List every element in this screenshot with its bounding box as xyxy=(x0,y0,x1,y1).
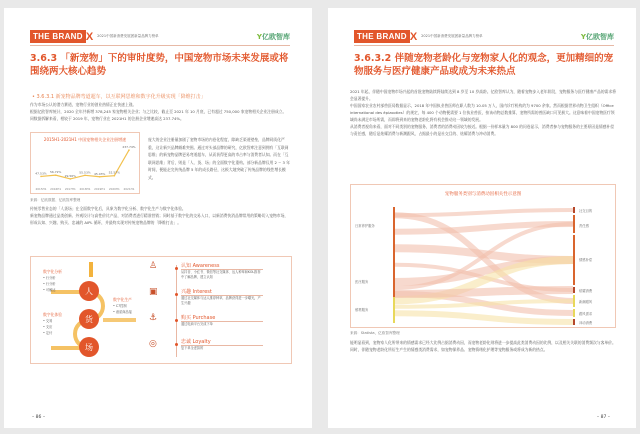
page-header xyxy=(30,28,290,46)
source-note: 来源：亿欧数据、亿欧智库整理 xyxy=(30,198,81,202)
page-header xyxy=(354,28,614,46)
header-subtitle: 2021中国新消费发展团新量品牌力榜单 xyxy=(421,34,483,38)
left-node-label: 医疗服务 xyxy=(355,280,369,284)
sankey-title: 宠物服务类别与消费动因相关性示意图 xyxy=(444,192,522,197)
sankey-node-right xyxy=(573,309,575,317)
sankey-node-right xyxy=(573,235,575,285)
step-title: 购买 Purchase xyxy=(181,314,263,322)
sankey-node-right xyxy=(573,207,575,213)
sankey-diagram xyxy=(350,184,616,328)
x-tick-label: 2020H1 xyxy=(108,187,120,191)
line-chart xyxy=(30,132,140,194)
data-point xyxy=(99,176,101,178)
place-circle: 场 xyxy=(79,337,99,357)
data-point xyxy=(70,178,72,180)
paragraph: 能明显看到，宠物家人化所带来的情感需求已经大比例占据消费动因，而宠物老龄化则将进一步提高此类消费动因的比例，以及相关关联的消费频次与客单价。同时，伴随宠物老龄化所衍生产生的情感类消费需求，如宠物保养品、宠物情绪化护理等宠物服务或将成为新的热点。 xyxy=(350,340,616,352)
x-tick-label: 2019H1 xyxy=(94,187,106,191)
sankey-node-right xyxy=(573,215,575,233)
step-desc: 通过电商平台完成下单 xyxy=(181,322,213,326)
sankey-node-left xyxy=(393,273,395,297)
section-title: 3.6.3 「新宠物」下的审时度势，中国宠物市场未来发展或将围绕两大核心趋势 xyxy=(30,53,289,77)
sankey-node-right xyxy=(573,295,575,307)
left-node-label: 殡葬服务 xyxy=(355,308,369,312)
chart-title: 2015H1-2021H1 中国宠物相关企业注册增速 xyxy=(43,137,127,142)
sankey-link xyxy=(395,210,573,215)
step-title: 兴趣 Interest xyxy=(181,288,263,296)
right-page xyxy=(328,8,636,428)
x-tick-label: 2016H1 xyxy=(50,187,62,191)
people-circle: 人 xyxy=(79,281,99,301)
step-desc: 通过社交媒体与达人推荐种草，品牌获得进一步曝光，产生兴趣 xyxy=(181,296,261,305)
data-point xyxy=(114,175,116,177)
right-node-label: 责任感 xyxy=(579,224,589,228)
anchor-icon: ⚓ xyxy=(149,313,158,323)
right-node-label: 炫耀消费 xyxy=(579,289,593,293)
brand-logo: THE BRAND xyxy=(30,30,86,43)
yiou-logo: Y亿欧智库 xyxy=(580,32,614,41)
data-point xyxy=(84,175,86,177)
data-label: 237.74% xyxy=(122,145,136,150)
presentation-icon: ▣ xyxy=(149,287,158,297)
right-node-label: 冲动消费 xyxy=(579,321,593,325)
aipl-graphic xyxy=(30,256,292,364)
group-list: • 行分析 • 行分析 • 可触达 xyxy=(43,276,56,292)
data-label: 45.03% xyxy=(93,171,106,176)
sankey-node-right xyxy=(573,287,575,293)
right-node-label: 情感补偿 xyxy=(579,258,593,262)
sankey-node-left xyxy=(393,297,395,323)
x-tick-label: 2021H1 xyxy=(123,187,135,191)
group-list: • 交易 • 支应 • 定付 xyxy=(43,319,53,335)
group-heading: 数字化生产 xyxy=(113,297,132,302)
goods-circle: 货 xyxy=(79,309,99,329)
data-point xyxy=(40,176,42,178)
x-tick-label: 2015H1 xyxy=(35,187,47,191)
section-title: 3.6.3.2 伴随宠物老龄化与宠物家人化的观念，更加精细的宠物服务与医疗健康产品或成为未来热点 xyxy=(354,53,614,77)
x-tick-label: 2018H1 xyxy=(79,187,91,191)
data-label: 56.72% xyxy=(49,170,62,175)
group-heading: 数字化体验 xyxy=(43,312,62,317)
page-number: – 87 – xyxy=(596,415,610,420)
yiou-logo: Y亿欧智库 xyxy=(256,32,290,41)
step-desc: 复下单全虚拟的 xyxy=(181,346,204,350)
data-label: 52.57% xyxy=(108,170,121,175)
sankey-node-right xyxy=(573,319,575,325)
paragraph: 作为市场公认的潜力赛道，宠物行业的创业热情正在快速上涨。 根据亿欧智库统计，2020 全年共新增 378,245 家宠物相关企业；与之比较，截止至 2021 年 10 月底，已有超过 750,000 家宠物相关企业注册成立。同数据拆解来看，相较于 2019 年，宠物行业在 2021H1 的注册企业增速高达 237.74%。 xyxy=(30,102,287,121)
person-icon: ♙ xyxy=(149,261,158,271)
right-node-label: 跟风需求 xyxy=(579,312,593,316)
right-node-label: 新潮跟风 xyxy=(579,300,593,304)
left-node-label: 日常养护服务 xyxy=(355,224,375,228)
paragraph: 传统零售业态的「人货场」在全面数字化后，具象为数字化分析、数字化生产与数字化体验。 新宠物品牌通过品类创新、外观设计与高性价比产品，对消费者进行精准营销；同时基于数字化的交易入口，以新消费快消品牌常用的策略切入宠物市场，形成认知、兴趣、购买、忠诚的 AIPL 循环，并最终实现对传统宠物品牌的「降维打击」。 xyxy=(30,206,289,225)
brand-x: X xyxy=(85,30,94,43)
target-icon: ◎ xyxy=(149,339,157,349)
group-list: • C7控制 • 诸质商品接 xyxy=(113,304,132,314)
page-number: – 86 – xyxy=(32,415,46,420)
subsection-title: • 3.6.3.1 新宠物品牌弯道超车，以互联网思维和数字化升级实现「降维打击」 xyxy=(32,94,206,100)
step-title: 认知 Awareness xyxy=(181,262,263,270)
side-paragraph: 庞大的企业注册量加剧了宠物市场的内卷化程度，除缺乏渠道壁垒，品牌同质化严重，这让新兴品牌颇难突围。通过对头部品牌的研究，亿欧智库注意到拥有「互联网思维」的新宠物品牌更易弯道超车，从而获得更高的市占率与消费者认知。而在「互联网思维」背后，则是「人、货、场」的全面数字化重构。部分新品牌仅用 2 ~ 3 年时间，便能走完传统品牌 5 年的成长路径，这极大地突破了传统品牌的线性增长模式。 xyxy=(148,137,290,180)
data-label: 47.53% xyxy=(35,171,47,176)
step-title: 忠诚 Loyalty xyxy=(181,338,263,346)
x-tick-label: 2017H1 xyxy=(64,187,76,191)
header-subtitle: 2021中国新消费发展团新量品牌力榜单 xyxy=(97,34,159,38)
data-point xyxy=(55,174,57,176)
right-node-label: 社交目的 xyxy=(579,209,593,213)
data-label: 29.56% xyxy=(64,173,77,178)
data-label: 55.53% xyxy=(79,170,91,175)
data-point xyxy=(128,149,130,151)
step-desc: 从抖音、小红书、微信等社交媒体、达人种草和KOL推荐中了解品牌，建立认知 xyxy=(181,270,261,279)
brand-x: X xyxy=(409,30,418,43)
brand-logo: THE BRAND xyxy=(354,30,410,43)
group-heading: 数字化分析 xyxy=(43,269,62,274)
left-page xyxy=(4,8,312,428)
source-note: 来源：Statista，亿欧智库整理 xyxy=(350,331,400,335)
paragraph: 2021 年起，伴随中国宠物市场兴起的首批宠物陆续将陆续达到 8 岁至 10 岁高龄。亿欧智库认为，随着宠物步入老年阶段，宠物服务与医疗健康产品的需求将会显著提升。 中国国家农业农村部兽医局数据显示，2018 年中国执业兽医师在职人数为 10.05 万人，国内诊疗机构约为 9700 余家。然而根据世界动物卫生组织（Office international des épizooties）的规定，每 400 个动物便需要 1 位执业兽医，按该动物总数推算，宠物所需的兽医缺口可见极大。这意味着中国宠物医疗领域尚未满足市场所需，而即将到来的宠物老龄化将有机会推动这一领域的发展。 从消费者视角来看，面对不同类别的宠物服务，消费者的消费动因较为接近。根据一份样本量为 800 的问卷显示，消费者参与宠物服务的主要原因是情感补偿与责任感，随后是炫耀消费与新潮跟风，占据最小的是社交目的、炫耀消费与冲动消费。 xyxy=(350,89,616,136)
sankey-node-left xyxy=(393,207,395,273)
sankey-link xyxy=(395,290,573,294)
